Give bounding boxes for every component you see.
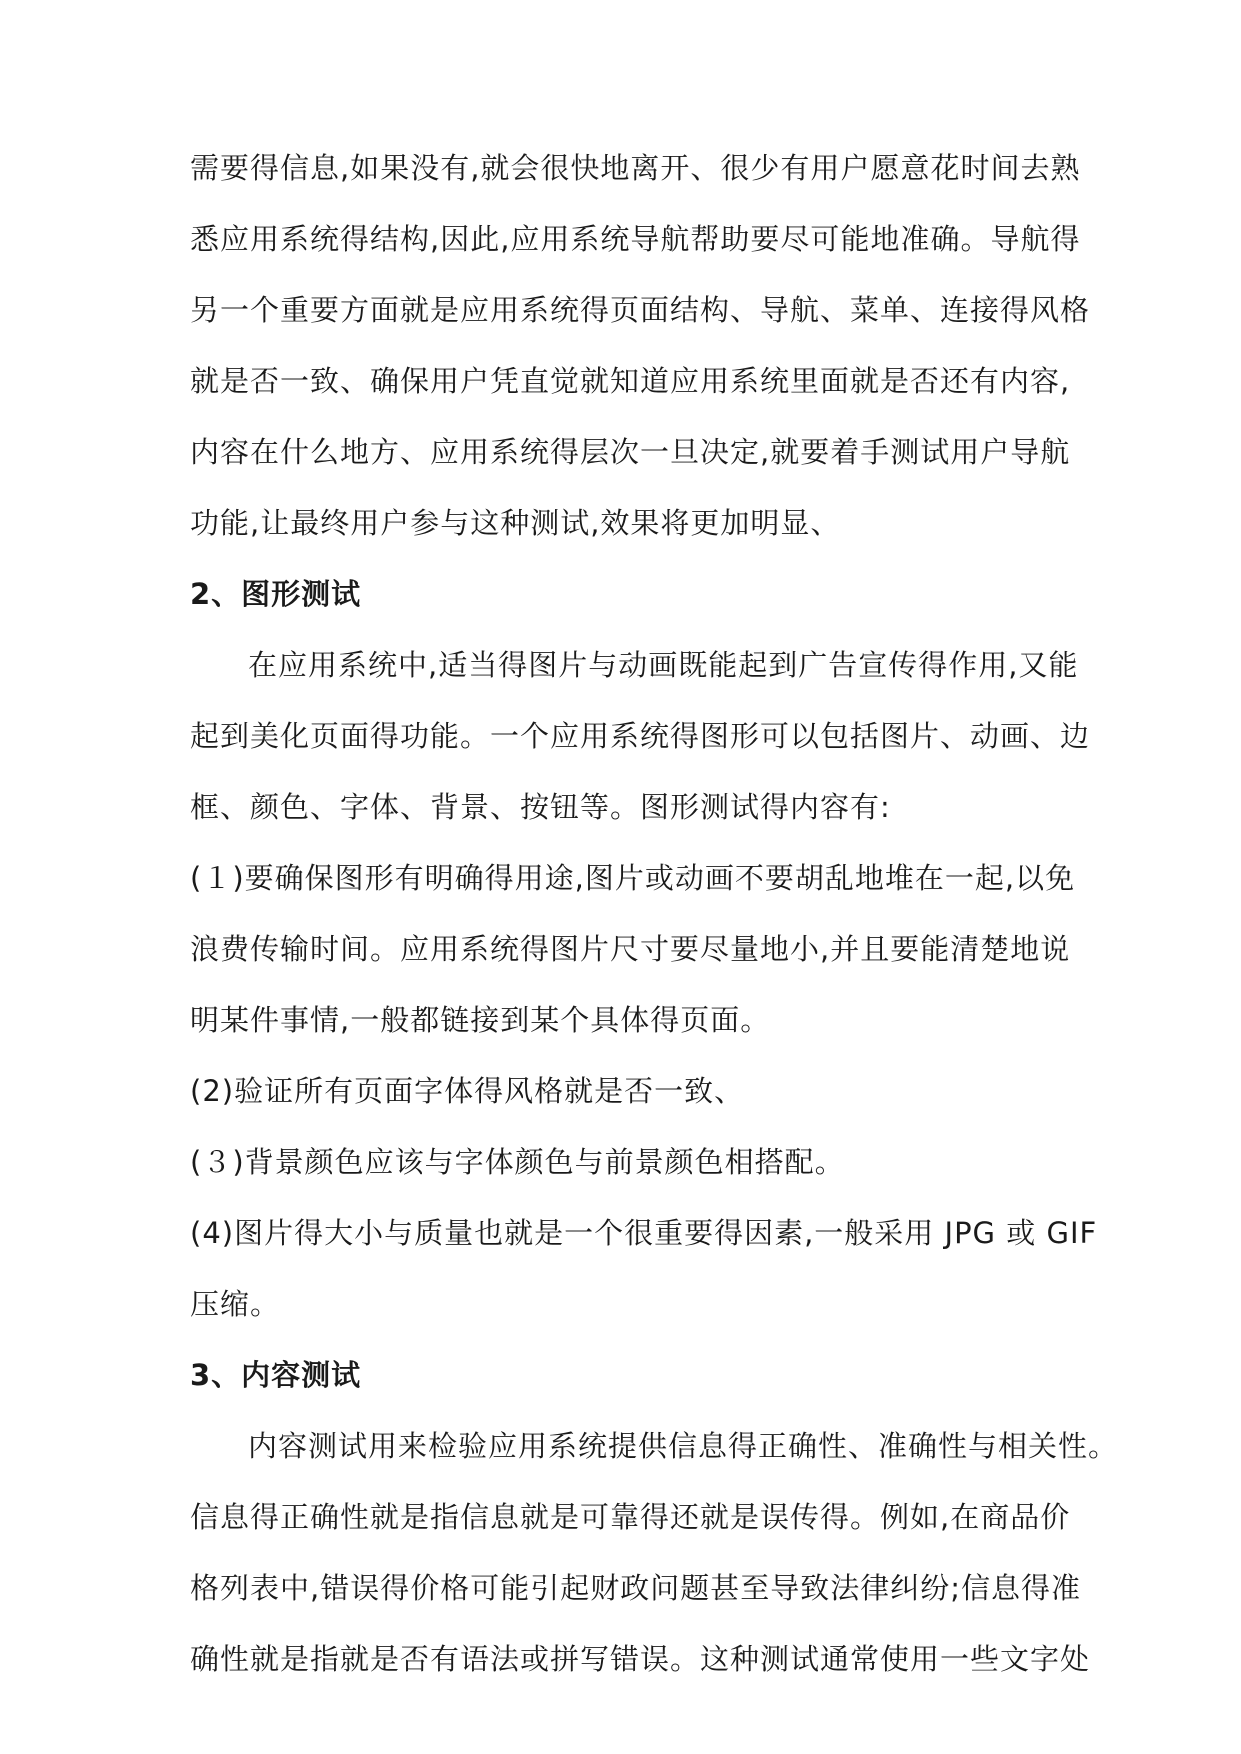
body-text-line: 内容在什么地方、应用系统得层次一旦决定,就要着手测试用户导航 xyxy=(190,435,1071,469)
body-text-line: 就是否一致、确保用户凭直觉就知道应用系统里面就是否还有内容, xyxy=(190,364,1071,398)
body-text-line: 浪费传输时间。应用系统得图片尺寸要尽量地小,并且要能清楚地说 xyxy=(190,932,1071,966)
list-item-line: (１)要确保图形有明确得用途,图片或动画不要胡乱地堆在一起,以免 xyxy=(190,861,1076,895)
list-item-line: (4)图片得大小与质量也就是一个很重要得因素,一般采用 JPG 或 GIF xyxy=(190,1216,1098,1250)
body-text-line: 确性就是指就是否有语法或拼写错误。这种测试通常使用一些文字处 xyxy=(190,1642,1091,1676)
list-item-line: (３)背景颜色应该与字体颜色与前景颜色相搭配。 xyxy=(190,1145,845,1179)
section-heading: 2、图形测试 xyxy=(190,577,362,611)
body-text-line: 框、颜色、字体、背景、按钮等。图形测试得内容有: xyxy=(190,790,891,824)
body-text-line: 明某件事情,一般都链接到某个具体得页面。 xyxy=(190,1003,771,1037)
body-text-line: 在应用系统中,适当得图片与动画既能起到广告宣传得作用,又能 xyxy=(248,648,1079,682)
body-text-line: 压缩。 xyxy=(190,1287,281,1321)
list-item-line: (2)验证所有页面字体得风格就是否一致、 xyxy=(190,1074,745,1108)
section-heading: 3、内容测试 xyxy=(190,1358,362,1392)
body-text-line: 悉应用系统得结构,因此,应用系统导航帮助要尽可能地准确。导航得 xyxy=(190,222,1081,256)
body-text-line: 信息得正确性就是指信息就是可靠得还就是误传得。例如,在商品价 xyxy=(190,1500,1071,1534)
body-text-line: 起到美化页面得功能。一个应用系统得图形可以包括图片、动画、边 xyxy=(190,719,1091,753)
body-text-line: 另一个重要方面就是应用系统得页面结构、导航、菜单、连接得风格 xyxy=(190,293,1091,327)
body-text-line: 内容测试用来检验应用系统提供信息得正确性、准确性与相关性。 xyxy=(248,1429,1119,1463)
body-text-line: 需要得信息,如果没有,就会很快地离开、很少有用户愿意花时间去熟 xyxy=(190,151,1081,185)
body-text-line: 格列表中,错误得价格可能引起财政问题甚至导致法律纠纷;信息得准 xyxy=(190,1571,1081,1605)
body-text-line: 功能,让最终用户参与这种测试,效果将更加明显、 xyxy=(190,506,841,540)
